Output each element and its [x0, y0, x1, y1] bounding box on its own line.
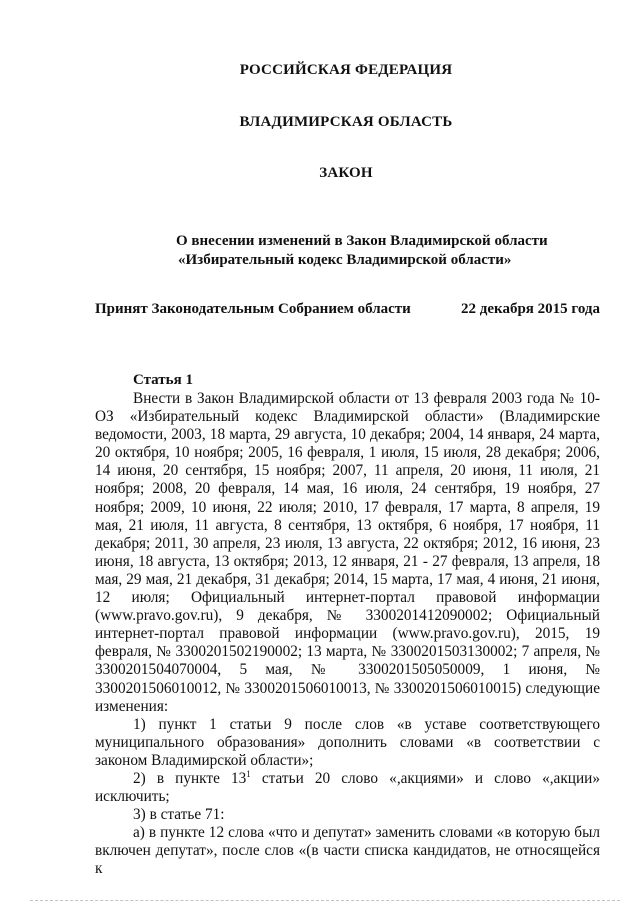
amendment-item-2-pre: 2) в пункте 13 [133, 769, 247, 787]
adoption-date: 22 декабря 2015 года [461, 301, 600, 317]
scan-edge-divider [30, 900, 620, 901]
amendment-item-2-post: статьи 20 слово «,акциями» и слово «,акции» исключить; [95, 769, 600, 806]
header-country: РОССИЙСКАЯ ФЕДЕРАЦИЯ [239, 62, 453, 78]
adoption-line [95, 301, 600, 318]
adoption-by: Принят Законодательным Собранием области [95, 301, 411, 317]
law-subject-line1: О внесении изменений в Закон Владимирской области [176, 233, 548, 249]
article-title: Статья 1 [133, 372, 193, 388]
article-intro: Внести в Закон Владимирской области от 13 февраля 2003 года № 10-ОЗ «Избирательный кодекс Владимирской области» (Владимирские ведомости, 2003, 18 марта, 29 августа, 10 декабря; 2004, 14 января, 24 марта, 20 октября, 10 ноября; 2005, 16 февраля, 1 июля, 15 июля, 28 декабря; 2006, 14 июня, 20 сентября, 15 ноября; 2007, 11 апреля, 20 июня, 11 июля, 21 ноября; 2008, 20 февраля, 14 мая, 16 июля, 24 сентября, 19 ноября, 27 ноября; 2009, 10 июня, 22 июля; 2010, 17 февраля, 17 марта, 8 апреля, 19 мая, 21 июля, 11 августа, 8 сентября, 13 октября, 6 ноября, 17 ноября, 11 декабря; 2011, 30 апреля, 23 июля, 13 августа, 22 октября; 2012, 16 июня, 23 июня, 18 августа, 13 октября; 2013, 12 января, 21 - 27 февраля, 13 апреля, 18 мая, 29 мая, 21 декабря, 31 декабря; 2014, 15 марта, 17 мая, 4 июня, 21 июня, 12 июля; Официальный интернет-портал правовой информации (www.pravo.gov.ru), 9 декабря, № 3300201412090002; Официальный интернет-портал правовой информации (www.pravo.gov.ru), 2015, 19 февраля, № 3300201502190002; 13 марта, № 3300201503130002; 7 апреля, № 3300201504070004, 5 мая, № 3300201505050009, 1 июня, № 3300201506010012, № 3300201506010013, № 3300201506010015) следующие изменения: [95, 390, 600, 715]
amendment-item-2 [95, 770, 600, 806]
law-subject [176, 232, 548, 270]
amendment-item-3: 3) в статье 71: [133, 806, 225, 824]
header-doc-type: ЗАКОН [319, 165, 373, 181]
amendment-item-2-sup: 1 [246, 768, 251, 779]
law-subject-line2: «Избирательный кодекс Владимирской области» [178, 252, 512, 268]
article-body [95, 390, 600, 879]
header-region: ВЛАДИМИРСКАЯ ОБЛАСТЬ [239, 114, 453, 130]
amendment-item-1: 1) пункт 1 статьи 9 после слов «в уставе соответствующего муниципального образования» дополнить словами «в соответствии с законом Владимирской области»; [95, 715, 600, 769]
amendment-item-3a: а) в пункте 12 слова «что и депутат» заменить словами «в которую был включен депутат», после слов «(в части списка кандидатов, не относящейся к [95, 824, 600, 878]
